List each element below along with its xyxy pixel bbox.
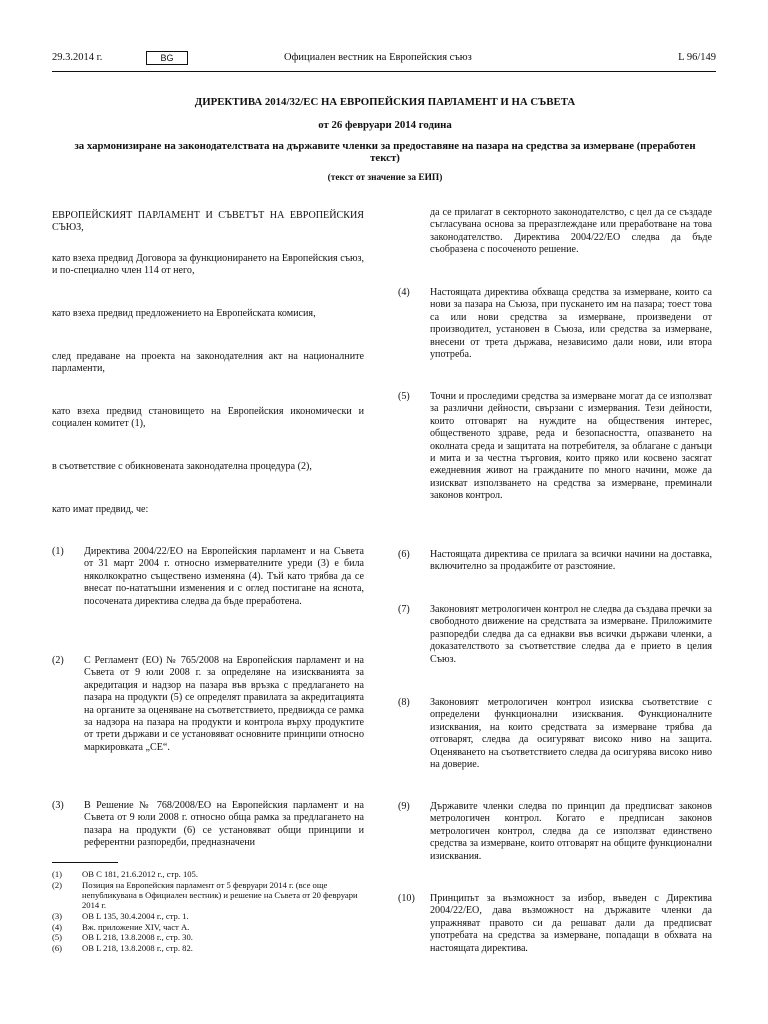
recital-text: да се прилагат в секторното законодателство, с цел да се създаде съгласувана основа за преразглеждане или преработване на това законодателство. Директива 2004/22/ЕО следва да бъде съобразена с посоченото решение. [430, 207, 712, 256]
recital-number: (4) [398, 287, 410, 298]
recital-number: (2) [52, 655, 64, 666]
footnote: (4) Вж. приложение XIV, част А. [52, 921, 190, 932]
document-title: ДИРЕКТИВА 2014/32/ЕС НА ЕВРОПЕЙСКИЯ ПАРЛАМЕНТ И НА СЪВЕТА [194, 96, 576, 108]
page-header [52, 50, 716, 68]
footnote: (6) ОВ L 218, 13.8.2008 г., стр. 82. [52, 942, 193, 953]
footnote: (2) Позиция на Европейския парламент от 5 февруари 2014 г. (все още непубликувана в Официален вестник) и решение на Съвета от 20 февруари 2014 г. [52, 879, 358, 911]
preamble-institutions: ЕВРОПЕЙСКИЯТ ПАРЛАМЕНТ И СЪВЕТЪТ НА ЕВРОПЕЙСКИЯ СЪЮЗ, [52, 210, 364, 234]
document-date: от 26 февруари 2014 година [318, 119, 452, 131]
recital-number: (6) [398, 549, 410, 560]
footnote-divider [52, 862, 118, 863]
recital-text: С Регламент (ЕО) № 765/2008 на Европейския парламент и на Съвета от 9 юли 2008 г. за определяне на изискванията за акредитация и надзор на пазара във връзка с предлагането на пазара на продукти (5) се определят правилата за акредитацията на органите за оценяване на съответствието, предвижда се рамка за надзора на пазара на продукти и контрола върху продуктите от трети държави и се установяват основните принципи относно маркировката „CE“. [84, 655, 364, 753]
recital-number: (5) [398, 391, 410, 402]
recital-number: (8) [398, 697, 410, 708]
recital-text: Законовият метрологичен контрол изисква съответствие с определени функционални изисквания. Функционалните изисквания, на които средствата за измерване трябва да отговарят, следва да осигуряват високо ниво на защита. Оценяването на съответствието следва да осигурява високо ниво на доверие. [430, 697, 712, 771]
language-badge: BG [146, 51, 188, 65]
recital-text: Принципът за възможност за избор, въведен с Директива 2004/22/ЕО, дава възможност на държавите членки да упражняват правото си да решават дали да предписват употребата на средства за измерване, попадащи в обхвата на настоящата директива. [430, 893, 712, 954]
recital-text: Държавите членки следва по принцип да предписват законов метрологичен контрол. Когато е предписан законов метрологичен контрол, следва да се използват единствено средства за измерване, които отговарят на общите функционални изисквания. [430, 801, 712, 862]
footnote: (1) ОВ C 181, 21.6.2012 г., стр. 105. [52, 869, 198, 879]
recital-number: (10) [398, 893, 415, 904]
header-divider [52, 71, 716, 72]
recital-number: (3) [52, 800, 64, 811]
footnotes [52, 869, 364, 954]
eea-relevance-note: (текст от значение за ЕИП) [327, 173, 443, 183]
preamble-commission: като взеха предвид предложението на Европейската комисия, [52, 308, 316, 319]
footnote: (3) ОВ L 135, 30.4.2004 г., стр. 1. [52, 910, 189, 921]
recital-text: Точни и проследими средства за измерване могат да се използват за различни дейности, свързани с измервания. Тези дейности, които отговарят на нуждите на обществения интерес, общественото здраве, реда и безопасността, опазването на околната среда и защитата на потребителя, за облагане с данъци и мита и за честна търговия, които пряко или косвено засягат ежедневния живот на гражданите по много начини, може да изискват използването на средства за измерване, преминали законов контрол. [430, 391, 712, 502]
recital-number: (9) [398, 801, 410, 812]
preamble-national-parliaments: след предаване на проекта на законодателния акт на националните парламенти, [52, 351, 364, 375]
page-reference: L 96/149 [678, 52, 716, 63]
footnote: (5) ОВ L 218, 13.8.2008 г., стр. 30. [52, 932, 193, 943]
preamble-treaty: като взеха предвид Договора за функционирането на Европейския съюз, и по-специално член 114 от него, [52, 253, 364, 277]
recital-text: Настоящата директива обхваща средства за измерване, които са нови за пазара на Съюза, при пускането им на пазара; тоест това са или нови средства за измерване, произведени от производител, установен в Съюза, или средства за измерване, внесени от трета държава, независимо дали нови, или втора употреба. [430, 287, 712, 361]
document-subject: за хармонизиране на законодателствата на държавите членки за предоставяне на пазара на средства за измерване (преработен текст) [74, 140, 696, 164]
journal-title: Официален вестник на Европейския съюз [284, 52, 472, 63]
recital-text: Директива 2004/22/ЕО на Европейския парламент и на Съвета от 31 март 2004 г. относно измервателните уреди (3) е била няколкократно съществено изменяна (4). Тъй като трябва да се внесат по-нататъшни изменения и с оглед постигане на яснота, посочената директива следва да бъде преработена. [84, 546, 364, 607]
preamble-whereas: като имат предвид, че: [52, 504, 149, 515]
preamble-esc-opinion: като взеха предвид становището на Европейския икономически и социален комитет (1), [52, 406, 364, 430]
recital-number: (1) [52, 546, 64, 557]
recital-text: В Решение № 768/2008/ЕО на Европейския парламент и на Съвета от 9 юли 2008 г. относно обща рамка за предлагането на пазара на продукти (6) се установяват общи принципи и референтни разпоредби, предназначени [84, 800, 364, 849]
recital-number: (7) [398, 604, 410, 615]
recital-text: Настоящата директива се прилага за всички начини на доставка, включително за продажбите от разстояние. [430, 549, 712, 573]
header-date: 29.3.2014 г. [52, 52, 103, 63]
preamble-procedure: в съответствие с обикновената законодателна процедура (2), [52, 461, 312, 472]
recital-text: Законовият метрологичен контрол не следва да създава пречки за свободното движение на средствата за измерване. Приложимите разпоредби следва да са еднакви във всички държави членки, а доказателството за съответствие следва да е прието в целия Съюз. [430, 604, 712, 665]
